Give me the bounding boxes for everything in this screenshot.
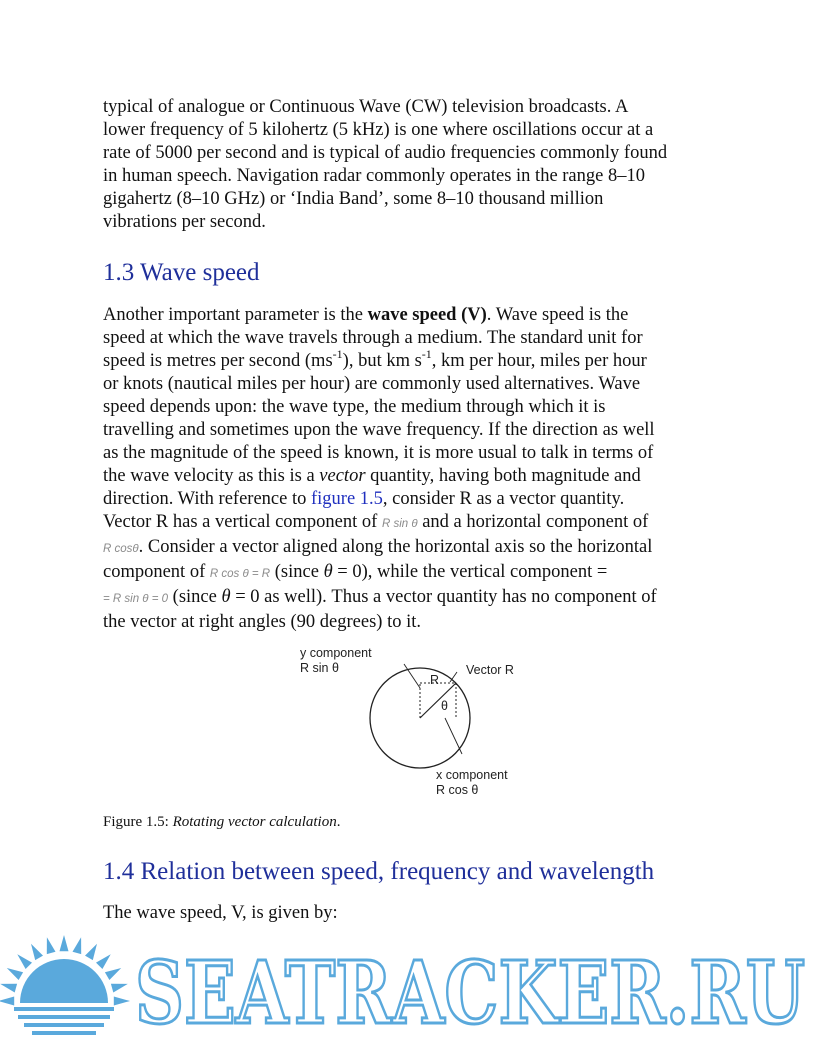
- x-label-leader: [445, 718, 462, 754]
- section-heading-1-4: 1.4 Relation between speed, frequency and wavelength: [103, 858, 655, 885]
- sun-ray: [0, 984, 17, 993]
- text-line: direction. With reference to figure 1.5, consider R as a vector quantity.: [103, 489, 625, 509]
- x-component-formula: R cos θ: [436, 783, 479, 797]
- seatracker-watermark: [0, 935, 816, 1056]
- wave-speed-paragraph: [103, 304, 718, 634]
- text-line: speed at which the wave travels through a medium. The standard unit for: [103, 328, 643, 348]
- figure-caption: Figure 1.5: Rotating vector calculation.: [103, 814, 341, 830]
- y-component-label: y component: [300, 646, 372, 660]
- sun-ray: [0, 997, 14, 1006]
- math-expression: R cos θ = R: [209, 568, 271, 580]
- vector-r-label: Vector R: [466, 663, 514, 677]
- text-line: in human speech. Navigation radar commonly operates in the range 8–10: [103, 166, 645, 186]
- sun-ray: [31, 944, 43, 960]
- vector-r-line: [420, 683, 456, 718]
- sun-ray: [7, 968, 23, 980]
- sun-ray: [96, 954, 111, 969]
- text-line: The wave speed, V, is given by:: [103, 903, 338, 923]
- sun-ray: [47, 937, 56, 954]
- text-line: = R sin θ = 0 (since θ = 0 as well). Thus a vector quantity has no component of: [103, 587, 657, 607]
- watermark-text: SEATRACKER.RU: [135, 943, 805, 1044]
- text-line: Vector R has a vertical component of R sin θ and a horizontal component of: [103, 512, 649, 532]
- text-line: or knots (nautical miles per hour) are commonly used alternatives. Wave: [103, 374, 641, 394]
- sun-ray: [17, 954, 32, 969]
- bold-term: wave speed: [367, 305, 457, 325]
- text-line: R cosθ. Consider a vector aligned along the horizontal axis so the horizontal: [103, 537, 653, 557]
- sun-ray: [105, 968, 121, 980]
- text-line: as the magnitude of the speed is known, it is more usual to talk in terms of: [103, 443, 654, 463]
- text-line: lower frequency of 5 kilohertz (5 kHz) is one where oscillations occur at a: [103, 120, 654, 140]
- sun-ray: [60, 935, 69, 951]
- rotating-vector-figure: [290, 642, 530, 807]
- speed-relation-paragraph: [103, 902, 718, 925]
- math-expression: R cosθ: [103, 543, 139, 555]
- math-expression: = R sin θ = 0: [103, 593, 169, 605]
- text-line: Another important parameter is the wave speed (V). Wave speed is the: [103, 305, 629, 325]
- sun-ray: [114, 997, 130, 1006]
- x-component-label: x component: [436, 768, 508, 782]
- sun-ray: [73, 937, 82, 954]
- sun-ray: [111, 984, 128, 993]
- text-line: speed depends upon: the wave type, the medium through which it is: [103, 397, 606, 417]
- r-label: R: [430, 673, 440, 687]
- y-component-formula: R sin θ: [300, 661, 339, 675]
- sun-logo-icon: [0, 935, 130, 1035]
- superscript: -1: [421, 346, 432, 361]
- text-line: speed is metres per second $(ms^{-1})$, but km $s^{-1}$, km per hour, miles per hour: [103, 346, 647, 371]
- figure-link[interactable]: figure 1.5: [310, 489, 383, 509]
- text-line: the wave velocity as this is a vector quantity, having both magnitude and: [103, 466, 641, 486]
- text-line: gigahertz (8–10 GHz) or ‘India Band’, some 8–10 thousand million: [103, 189, 604, 209]
- sun-ray: [85, 944, 97, 960]
- intro-paragraph: [103, 96, 718, 234]
- text-line: rate of 5000 per second and is typical of audio frequencies commonly found: [103, 143, 668, 163]
- text-line: vibrations per second.: [103, 212, 266, 232]
- theta-label: θ: [441, 699, 448, 713]
- text-line: component of R cos θ = R (since θ = 0), while the vertical component =: [103, 562, 608, 582]
- text-line: typical of analogue or Continuous Wave (CW) television broadcasts. A: [103, 97, 629, 117]
- italic-term: vector: [319, 466, 366, 486]
- math-expression: R sin θ: [381, 518, 418, 530]
- text-line: the vector at right angles (90 degrees) to it.: [103, 612, 421, 632]
- text-line: travelling and sometimes upon the wave frequency. If the direction as well: [103, 420, 655, 440]
- section-heading-1-3: 1.3 Wave speed: [103, 259, 260, 286]
- superscript: -1: [332, 346, 343, 361]
